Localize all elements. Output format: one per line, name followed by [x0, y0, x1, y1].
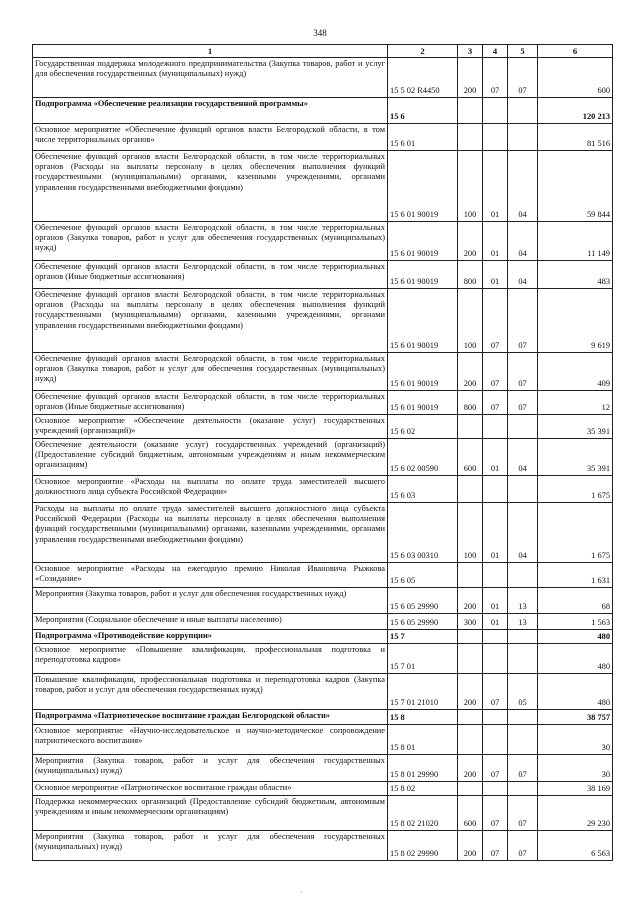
row-col5: 04 [508, 151, 538, 222]
row-col5 [508, 630, 538, 644]
row-description: Подпрограмма «Противодействие коррупции» [33, 630, 388, 644]
table-row [33, 353, 613, 391]
row-col5: 13 [508, 614, 538, 630]
row-amount: 1 631 [538, 563, 613, 588]
row-col5: 07 [508, 755, 538, 782]
row-col5: 13 [508, 588, 538, 614]
row-code: 15 6 01 90019 [388, 222, 458, 261]
row-amount: 120 213 [538, 98, 613, 124]
row-code: 15 5 02 R4450 [388, 58, 458, 98]
row-col5 [508, 782, 538, 796]
row-col5 [508, 644, 538, 674]
row-code: 15 6 01 90019 [388, 151, 458, 222]
row-col4: 01 [483, 222, 508, 261]
table-row [33, 289, 613, 353]
row-code: 15 6 01 90019 [388, 391, 458, 415]
row-description: Подпрограмма «Обеспечение реализации государственной программы» [33, 98, 388, 124]
row-col3 [458, 415, 483, 439]
table-header-row [33, 45, 613, 58]
row-col5: 04 [508, 439, 538, 476]
row-description: Подпрограмма «Патриотическое воспитание граждан Белгородской области» [33, 710, 388, 725]
table-row [33, 476, 613, 503]
row-col5 [508, 124, 538, 151]
table-row [33, 831, 613, 861]
row-amount: 6 563 [538, 831, 613, 861]
row-col4 [483, 124, 508, 151]
row-code: 15 6 05 29990 [388, 588, 458, 614]
row-description: Обеспечение функций органов власти Белгородской области, в том числе территориальных органов (Расходы на выплаты персоналу в целях обеспечения выполнения функций государственными (муниципальными) органами, казенными учреждениями, органами управления государственными внебюджетными фондами) [33, 289, 388, 353]
row-code: 15 8 01 29990 [388, 755, 458, 782]
row-code: 15 7 [388, 630, 458, 644]
row-col4 [483, 563, 508, 588]
row-amount: 30 [538, 755, 613, 782]
row-col3 [458, 782, 483, 796]
row-description: Основное мероприятие «Научно-исследовательское и научно-методическое сопровождение патриотического воспитания» [33, 725, 388, 755]
row-amount: 480 [538, 630, 613, 644]
row-description: Мероприятия (Закупка товаров, работ и услуг для обеспечения государственных нужд) [33, 588, 388, 614]
row-description: Основное мероприятие «Расходы на выплаты по оплате труда заместителей высшего должностного лица субъекта Российской Федерации» [33, 476, 388, 503]
col-header-6: 6 [538, 45, 613, 58]
row-description: Повышение квалификации, профессиональная подготовка и переподготовка кадров (Закупка товаров, работ и услуг для обеспечения государственных нужд) [33, 674, 388, 710]
row-col3: 100 [458, 503, 483, 563]
table-row [33, 98, 613, 124]
col-header-4: 4 [483, 45, 508, 58]
row-col4 [483, 98, 508, 124]
row-col4 [483, 725, 508, 755]
table-row [33, 563, 613, 588]
row-amount: 480 [538, 674, 613, 710]
row-amount: 409 [538, 353, 613, 391]
row-col3 [458, 725, 483, 755]
row-col4: 01 [483, 439, 508, 476]
row-amount: 1 675 [538, 503, 613, 563]
row-description: Поддержка некоммерческих организаций (Предоставление субсидий бюджетным, автономным учреждениям и иным некоммерческим организациям) [33, 796, 388, 831]
row-code: 15 8 01 [388, 725, 458, 755]
table-row [33, 58, 613, 98]
table-body [33, 58, 613, 861]
row-amount: 483 [538, 261, 613, 289]
col-header-1: 1 [33, 45, 388, 58]
row-amount: 30 [538, 725, 613, 755]
row-col3 [458, 644, 483, 674]
table-row [33, 630, 613, 644]
row-description: Мероприятия (Закупка товаров, работ и услуг для обеспечения государственных (муниципальных) нужд) [33, 755, 388, 782]
row-amount: 11 149 [538, 222, 613, 261]
row-amount: 9 619 [538, 289, 613, 353]
row-col4: 07 [483, 831, 508, 861]
col-header-2: 2 [388, 45, 458, 58]
table-row [33, 755, 613, 782]
page-number: 348 [313, 28, 327, 38]
row-description: Мероприятия (Закупка товаров, работ и услуг для обеспечения государственных (муниципальных) нужд) [33, 831, 388, 861]
row-col4: 07 [483, 796, 508, 831]
row-col4: 07 [483, 755, 508, 782]
row-col3: 200 [458, 222, 483, 261]
row-col3: 200 [458, 755, 483, 782]
table-row [33, 261, 613, 289]
row-col3 [458, 98, 483, 124]
table-row [33, 124, 613, 151]
row-col3: 600 [458, 439, 483, 476]
row-description: Основное мероприятие «Патриотическое воспитание граждан области» [33, 782, 388, 796]
row-col4: 07 [483, 674, 508, 710]
row-code: 15 7 01 21010 [388, 674, 458, 710]
row-col4 [483, 782, 508, 796]
row-col3: 100 [458, 289, 483, 353]
row-amount: 29 230 [538, 796, 613, 831]
row-amount: 35 391 [538, 415, 613, 439]
row-description: Обеспечение функций органов власти Белгородской области, в том числе территориальных органов (Закупка товаров, работ и услуг для обеспечения государственных (муниципальных) нужд) [33, 222, 388, 261]
row-col5: 04 [508, 503, 538, 563]
row-col4: 01 [483, 261, 508, 289]
row-description: Обеспечение функций органов власти Белгородской области, в том числе территориальных органов (Иные бюджетные ассигнования) [33, 391, 388, 415]
row-col3: 200 [458, 674, 483, 710]
table-row [33, 391, 613, 415]
table-row [33, 644, 613, 674]
row-col5 [508, 415, 538, 439]
table-row [33, 415, 613, 439]
row-col5 [508, 98, 538, 124]
col-header-3: 3 [458, 45, 483, 58]
row-code: 15 8 02 [388, 782, 458, 796]
row-amount: 12 [538, 391, 613, 415]
table-row [33, 222, 613, 261]
row-code: 15 8 02 29990 [388, 831, 458, 861]
row-col4: 07 [483, 353, 508, 391]
row-code: 15 8 [388, 710, 458, 725]
row-code: 15 6 01 90019 [388, 261, 458, 289]
row-col4: 07 [483, 289, 508, 353]
row-col3: 300 [458, 614, 483, 630]
table-row [33, 782, 613, 796]
row-col5 [508, 563, 538, 588]
row-col5: 04 [508, 222, 538, 261]
row-code: 15 6 01 90019 [388, 289, 458, 353]
row-col4: 01 [483, 614, 508, 630]
row-amount: 38 757 [538, 710, 613, 725]
row-amount: 1 675 [538, 476, 613, 503]
row-description: Государственная поддержка молодежного предпринимательства (Закупка товаров, работ и услуг для обеспечения государственных (муниципальных) нужд) [33, 58, 388, 98]
row-amount: 38 169 [538, 782, 613, 796]
row-description: Расходы на выплаты по оплате труда заместителей высшего должностного лица субъекта Российской Федерации (Расходы на выплаты персоналу в целях обеспечения выполнения функций государственными (муниципальными) органами, казенными учреждениями, органами управления государственными внебюджетными фондами) [33, 503, 388, 563]
row-code: 15 6 02 [388, 415, 458, 439]
row-description: Обеспечение деятельности (оказание услуг) государственных учреждений (организаций) (Предоставление субсидий бюджетным, автономным учреждениям и иным некоммерческим организациям) [33, 439, 388, 476]
row-code: 15 8 02 21020 [388, 796, 458, 831]
row-col5: 04 [508, 261, 538, 289]
row-description: Основное мероприятие «Обеспечение деятельности (оказание услуг) государственных учреждений (организаций)» [33, 415, 388, 439]
row-col3 [458, 710, 483, 725]
row-col5: 05 [508, 674, 538, 710]
table-row [33, 674, 613, 710]
row-col3: 600 [458, 796, 483, 831]
row-col4: 01 [483, 588, 508, 614]
row-col4 [483, 710, 508, 725]
row-col4 [483, 630, 508, 644]
row-amount: 480 [538, 644, 613, 674]
col-header-5: 5 [508, 45, 538, 58]
row-col4: 07 [483, 391, 508, 415]
row-col3 [458, 476, 483, 503]
row-col3 [458, 124, 483, 151]
row-col4: 07 [483, 58, 508, 98]
row-amount: 1 563 [538, 614, 613, 630]
row-col3: 200 [458, 353, 483, 391]
row-code: 15 6 [388, 98, 458, 124]
row-col5: 07 [508, 58, 538, 98]
table-row [33, 588, 613, 614]
row-col4: 01 [483, 151, 508, 222]
table-row [33, 503, 613, 563]
row-col4 [483, 644, 508, 674]
row-amount: 35 391 [538, 439, 613, 476]
row-description: Обеспечение функций органов власти Белгородской области, в том числе территориальных органов (Иные бюджетные ассигнования) [33, 261, 388, 289]
table-row [33, 151, 613, 222]
row-col5: 07 [508, 796, 538, 831]
row-code: 15 6 01 90019 [388, 353, 458, 391]
row-code: 15 6 03 00310 [388, 503, 458, 563]
row-col3: 100 [458, 151, 483, 222]
row-col3: 800 [458, 261, 483, 289]
row-col4: 01 [483, 503, 508, 563]
row-description: Мероприятия (Социальное обеспечение и иные выплаты населению) [33, 614, 388, 630]
table-row [33, 439, 613, 476]
row-col5: 07 [508, 289, 538, 353]
row-col5: 07 [508, 353, 538, 391]
row-col3 [458, 630, 483, 644]
row-description: Обеспечение функций органов власти Белгородской области, в том числе территориальных органов (Расходы на выплаты персоналу в целях обеспечения выполнения функций государственными (муниципальными) органами, казенными учреждениями, органами управления государственными внебюджетными фондами) [33, 151, 388, 222]
row-col3: 800 [458, 391, 483, 415]
row-amount: 68 [538, 588, 613, 614]
row-col5: 07 [508, 831, 538, 861]
row-description: Обеспечение функций органов власти Белгородской области, в том числе территориальных органов (Закупка товаров, работ и услуг для обеспечения государственных (муниципальных) нужд) [33, 353, 388, 391]
table-row [33, 710, 613, 725]
row-description: Основное мероприятие «Повышение квалификации, профессиональная подготовка и переподготовка кадров» [33, 644, 388, 674]
scan-mark: · [300, 888, 303, 897]
row-description: Основное мероприятие «Расходы на ежегодную премию Николая Ивановича Рыжкова «Созидание» [33, 563, 388, 588]
row-code: 15 6 05 [388, 563, 458, 588]
row-code: 15 7 01 [388, 644, 458, 674]
row-amount: 81 516 [538, 124, 613, 151]
row-amount: 600 [538, 58, 613, 98]
budget-table [32, 44, 613, 861]
row-col5: 07 [508, 391, 538, 415]
table-row [33, 725, 613, 755]
row-description: Основное мероприятие «Обеспечение функций органов власти Белгородской области, в том числе территориальных органов» [33, 124, 388, 151]
row-col3 [458, 563, 483, 588]
row-code: 15 6 05 29990 [388, 614, 458, 630]
table-row [33, 796, 613, 831]
row-col3: 200 [458, 58, 483, 98]
table-row [33, 614, 613, 630]
row-col3: 200 [458, 831, 483, 861]
row-col4 [483, 415, 508, 439]
row-amount: 59 844 [538, 151, 613, 222]
row-code: 15 6 01 [388, 124, 458, 151]
row-col4 [483, 476, 508, 503]
row-col5 [508, 725, 538, 755]
row-code: 15 6 03 [388, 476, 458, 503]
row-col3: 200 [458, 588, 483, 614]
row-col5 [508, 476, 538, 503]
row-col5 [508, 710, 538, 725]
row-code: 15 6 02 00590 [388, 439, 458, 476]
